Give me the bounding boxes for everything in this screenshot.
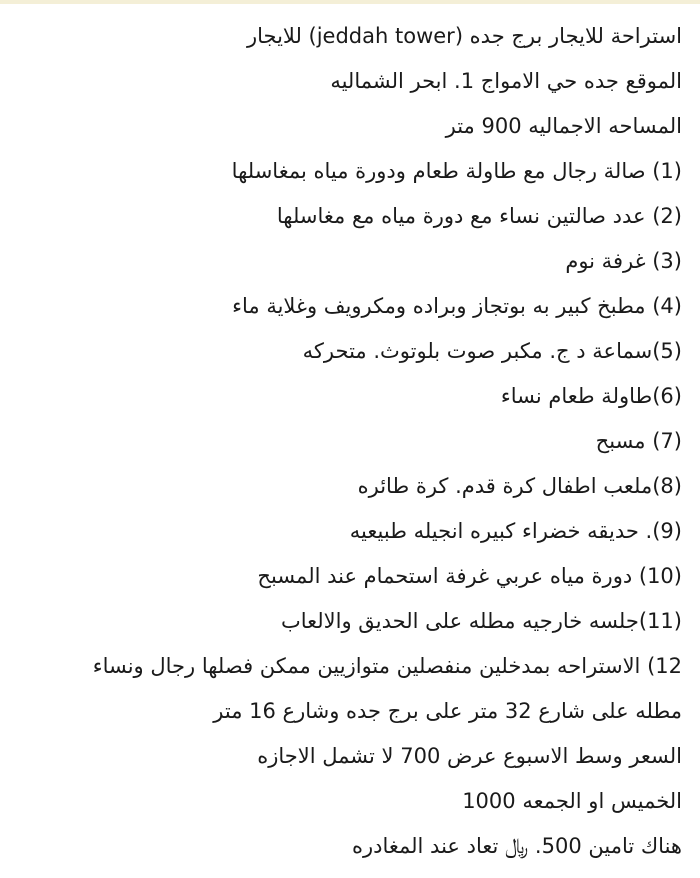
location-line: الموقع جده حي الامواج 1. ابحر الشماليه xyxy=(330,69,682,93)
street-line: مطله على شارع 32 متر على برج جده وشارع 16 متر xyxy=(213,699,682,723)
feature-line-3: (3) غرفة نوم xyxy=(565,249,682,273)
title-line: استراحة للايجار برج جده (jeddah tower) للايجار xyxy=(246,24,682,48)
feature-line-8: (8)ملعب اطفال كرة قدم. كرة طائره xyxy=(357,474,682,498)
weekend-price-line: الخميس او الجمعه 1000 xyxy=(462,789,682,813)
area-line: المساحه الاجماليه 900 متر xyxy=(445,114,682,138)
feature-line-9: (9). حديقه خضراء كبيره انجيله طبيعيه xyxy=(349,519,682,543)
feature-line-1: (1) صالة رجال مع طاولة طعام ودورة مياه بمغاسلها xyxy=(231,159,682,183)
feature-line-7: (7) مسبح xyxy=(595,429,682,453)
feature-line-5: (5)سماعة د ج. مكبر صوت بلوتوث. متحركه xyxy=(302,339,682,363)
feature-line-6: (6)طاولة طعام نساء xyxy=(500,384,682,408)
weekday-price-line: السعر وسط الاسبوع عرض 700 لا تشمل الاجازه xyxy=(257,744,682,768)
feature-line-12: 12) الاستراحه بمدخلين منفصلين متوازيين ممكن فصلها رجال ونساء xyxy=(92,654,682,678)
feature-line-4: (4) مطبخ كبير به بوتجاز وبراده ومكرويف وغلاية ماء xyxy=(232,294,682,318)
feature-line-11: (11)جلسه خارجيه مطله على الحديق والالعاب xyxy=(280,609,682,633)
feature-line-10: (10) دورة مياه عربي غرفة استحمام عند المسبح xyxy=(257,564,682,588)
feature-line-2: (2) عدد صالتين نساء مع دورة مياه مع مغاسلها xyxy=(276,204,682,228)
listing-text xyxy=(10,14,682,869)
deposit-line: هناك تامين 500. ﷼ تعاد عند المغادره xyxy=(351,834,682,858)
